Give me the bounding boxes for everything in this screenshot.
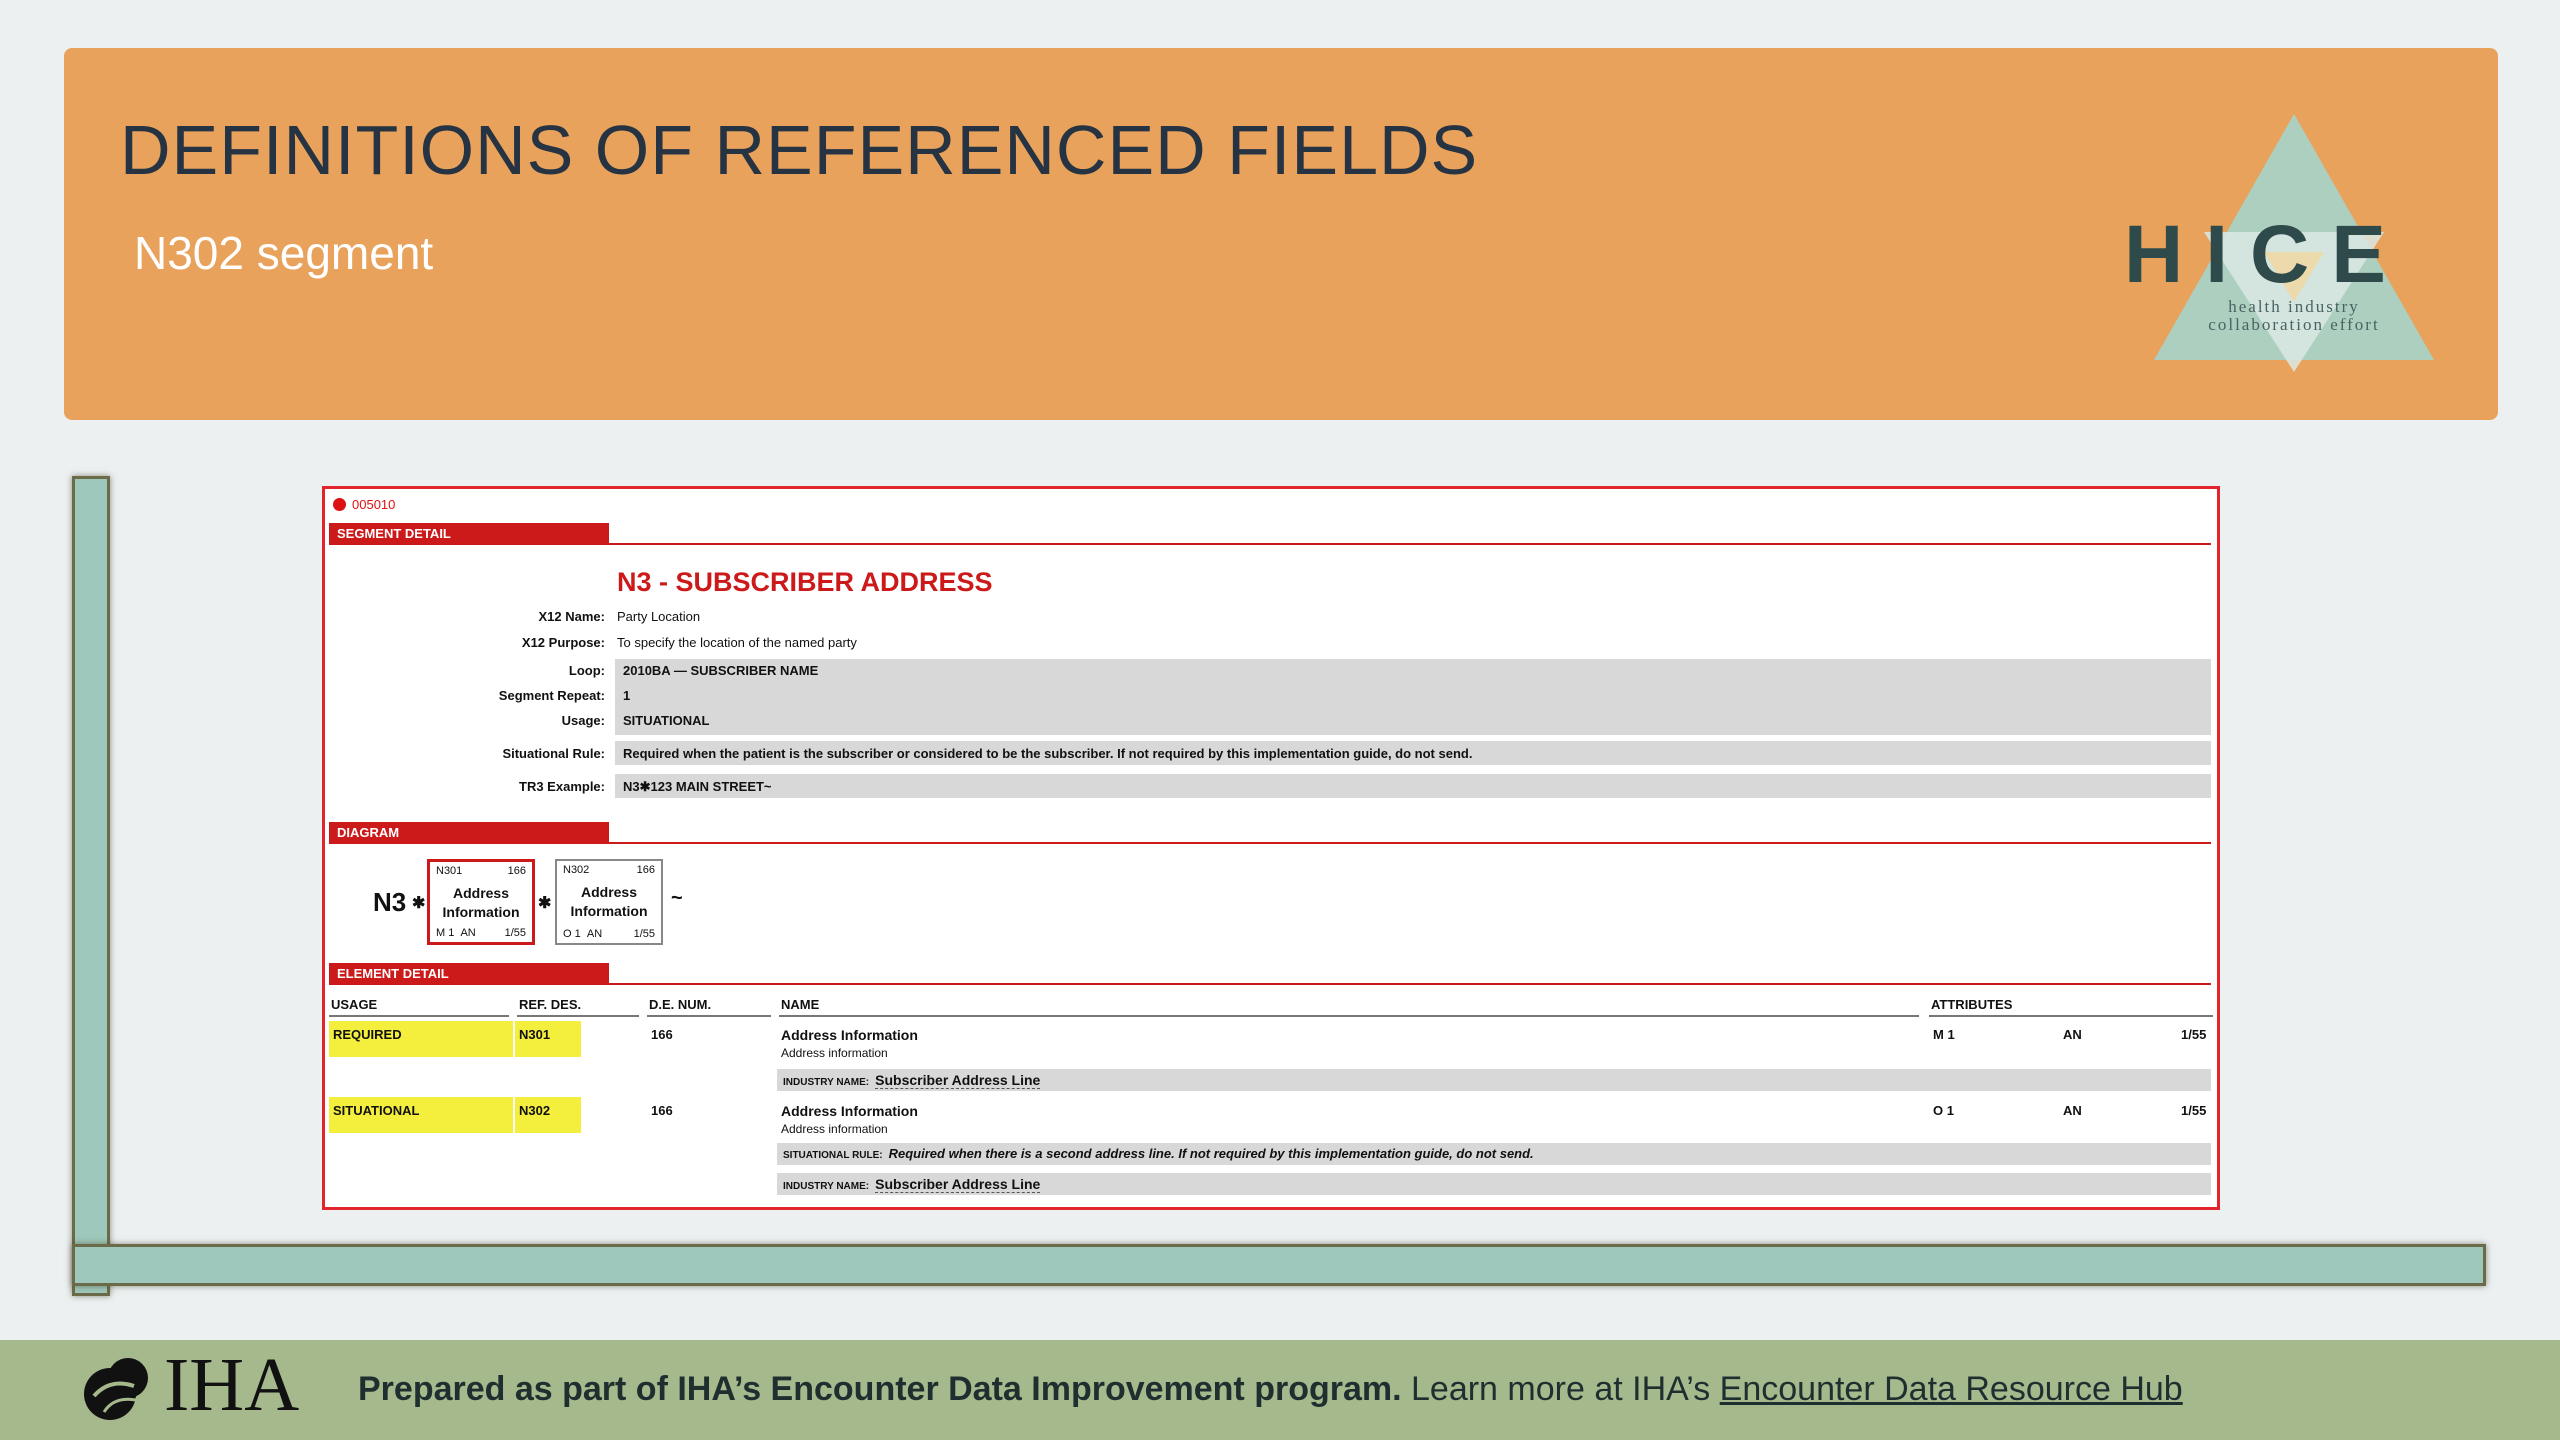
version-marker-icon xyxy=(333,498,346,511)
field-label: X12 Name: xyxy=(538,609,605,624)
section-rule xyxy=(329,842,2211,844)
field-label: X12 Purpose: xyxy=(521,635,605,650)
diagram-separator: ✱ xyxy=(412,895,426,912)
section-rule xyxy=(329,543,2211,545)
field-value: SITUATIONAL xyxy=(623,713,710,728)
svg-text:health industry: health industry xyxy=(2228,297,2360,316)
row2-name: Address Information xyxy=(781,1103,918,1119)
page-title: DEFINITIONS OF REFERENCED FIELDS xyxy=(120,111,1479,189)
field-value: 1 xyxy=(623,688,631,703)
row2-ref: N302 xyxy=(519,1103,551,1118)
row1-name: Address Information xyxy=(781,1027,918,1043)
row1-type: AN xyxy=(2063,1027,2082,1042)
field-value: Party Location xyxy=(617,609,701,624)
field-value: To specify the location of the named party xyxy=(617,635,857,650)
hice-logo xyxy=(2104,102,2444,372)
col-ref: REF. DES. xyxy=(519,997,582,1012)
resource-hub-link[interactable]: Encounter Data Resource Hub xyxy=(1719,1370,2183,1408)
col-rule xyxy=(1929,1015,2213,1017)
col-rule xyxy=(329,1015,509,1017)
field-label: Usage: xyxy=(561,713,605,728)
row1-req: M 1 xyxy=(1933,1027,1955,1042)
field-value: Required when the patient is the subscriber or considered to be the subscriber. If not required by this implementation guide, do not send. xyxy=(623,746,1473,761)
iha-logo-icon xyxy=(80,1352,152,1424)
segment-detail-header: SEGMENT DETAIL xyxy=(329,523,609,545)
page-subtitle: N302 segment xyxy=(134,227,434,279)
section-rule xyxy=(329,983,2211,985)
col-attributes: ATTRIBUTES xyxy=(1931,997,2013,1012)
footer xyxy=(0,1340,2560,1440)
iha-logo-text: IHA xyxy=(164,1343,300,1427)
row2-usage: SITUATIONAL xyxy=(333,1103,420,1118)
diagram-box-n301: N301 166 Address Information M 1 AN 1/55 xyxy=(427,859,535,945)
col-rule xyxy=(517,1015,639,1017)
row1-industry-name: INDUSTRY NAME: Subscriber Address Line xyxy=(777,1069,2211,1091)
row2-len: 1/55 xyxy=(2181,1103,2207,1118)
row2-type: AN xyxy=(2063,1103,2082,1118)
row1-len: 1/55 xyxy=(2181,1027,2207,1042)
col-num: D.E. NUM. xyxy=(649,997,712,1012)
row2-desc: Address information xyxy=(781,1122,888,1136)
diagram-segment-id: N3 xyxy=(373,887,407,917)
field-label: Situational Rule: xyxy=(502,746,605,761)
logo-letters: HICE xyxy=(2124,209,2408,300)
row1-num: 166 xyxy=(651,1027,673,1042)
segment-detail-document xyxy=(322,486,2220,1210)
row2-req: O 1 xyxy=(1933,1103,1954,1118)
footer-text: Prepared as part of IHA’s Encounter Data Improvement program. Learn more at IHA’s Encounter Data Resource Hub xyxy=(358,1370,2183,1408)
row2-situational-rule: SITUATIONAL RULE: Required when there is a second address line. If not required by this implementation guide, do not send. xyxy=(777,1143,2211,1165)
row1-desc: Address information xyxy=(781,1046,888,1060)
frame-bottom-bar xyxy=(72,1244,2486,1286)
frame-left-bar xyxy=(72,476,110,1296)
field-label: Loop: xyxy=(568,663,605,678)
diagram-separator: ✱ xyxy=(538,895,552,912)
col-usage: USAGE xyxy=(331,997,378,1012)
version-label: 005010 xyxy=(333,497,395,512)
loop-shade xyxy=(615,659,2211,735)
col-rule xyxy=(647,1015,771,1017)
header-banner xyxy=(64,48,2498,420)
field-label: Segment Repeat: xyxy=(498,688,605,703)
segment-title: N3 - SUBSCRIBER ADDRESS xyxy=(617,567,993,597)
row2-num: 166 xyxy=(651,1103,673,1118)
diagram-terminator: ~ xyxy=(671,887,683,909)
field-value: 2010BA — SUBSCRIBER NAME xyxy=(623,663,819,678)
field-label: TR3 Example: xyxy=(519,779,605,794)
col-name: NAME xyxy=(781,997,820,1012)
row1-usage: REQUIRED xyxy=(333,1027,402,1042)
row2-industry-name: INDUSTRY NAME: Subscriber Address Line xyxy=(777,1173,2211,1195)
diagram-box-n302: N302 166 Address Information O 1 AN 1/55 xyxy=(555,859,663,945)
row1-ref: N301 xyxy=(519,1027,551,1042)
svg-text:collaboration effort: collaboration effort xyxy=(2208,315,2380,334)
field-value: N3✱123 MAIN STREET~ xyxy=(623,779,772,794)
example-shade xyxy=(615,774,2211,798)
diagram-header: DIAGRAM xyxy=(329,822,609,844)
col-rule xyxy=(779,1015,1919,1017)
element-detail-header: ELEMENT DETAIL xyxy=(329,963,609,985)
